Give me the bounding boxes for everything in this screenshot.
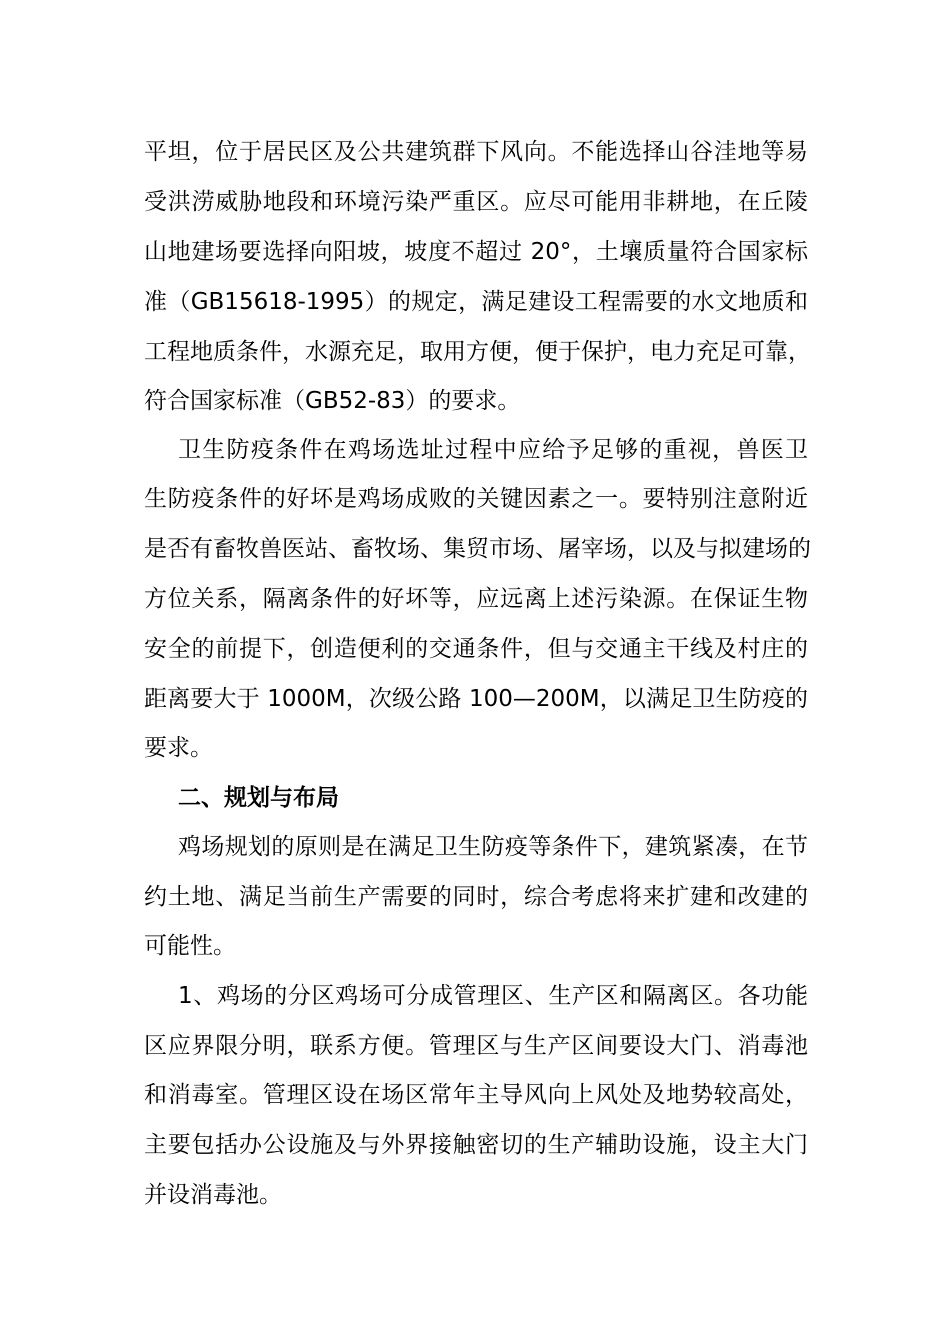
paragraph-1-line-4: 准（GB15618-1995）的规定，满足建设工程需要的水文地质和 <box>144 289 808 315</box>
paragraph-3-line-2: 约土地、满足当前生产需要的同时，综合考虑将来扩建和改建的 <box>144 884 808 910</box>
paragraph-4-line-2: 区应界限分明，联系方便。管理区与生产区间要设大门、消毒池 <box>144 1033 808 1059</box>
paragraph-2-line-6: 距离要大于 1000M，次级公路 100—200M，以满足卫生防疫的 <box>144 686 808 712</box>
paragraph-2-line-5: 安全的前提下，创造便利的交通条件，但与交通主干线及村庄的 <box>144 636 808 662</box>
paragraph-3-line-1: 鸡场规划的原则是在满足卫生防疫等条件下，建筑紧凑，在节 <box>178 834 808 860</box>
section-heading: 二、规划与布局 <box>178 785 339 811</box>
paragraph-4-line-4: 主要包括办公设施及与外界接触密切的生产辅助设施，设主大门 <box>144 1132 808 1158</box>
paragraph-2-line-1: 卫生防疫条件在鸡场选址过程中应给予足够的重视，兽医卫 <box>178 437 808 463</box>
paragraph-4-line-1: 1、鸡场的分区鸡场可分成管理区、生产区和隔离区。各功能 <box>178 983 808 1009</box>
paragraph-4-line-5: 并设消毒池。 <box>144 1182 282 1208</box>
paragraph-2-line-3: 是否有畜牧兽医站、畜牧场、集贸市场、屠宰场，以及与拟建场的 <box>144 536 811 562</box>
paragraph-1-line-5: 工程地质条件，水源充足，取用方便，便于保护，电力充足可靠， <box>144 339 811 365</box>
paragraph-2-line-2: 生防疫条件的好坏是鸡场成败的关键因素之一。要特别注意附近 <box>144 486 808 512</box>
paragraph-2-line-4: 方位关系，隔离条件的好坏等，应远离上述污染源。在保证生物 <box>144 586 808 612</box>
paragraph-1-line-3: 山地建场要选择向阳坡，坡度不超过 20°，土壤质量符合国家标 <box>144 239 808 265</box>
paragraph-1-line-1: 平坦，位于居民区及公共建筑群下风向。不能选择山谷洼地等易 <box>144 139 808 165</box>
paragraph-1-line-2: 受洪涝威胁地段和环境污染严重区。应尽可能用非耕地，在丘陵 <box>144 189 808 215</box>
paragraph-4-line-3: 和消毒室。管理区设在场区常年主导风向上风处及地势较高处， <box>144 1082 808 1108</box>
paragraph-1-line-6: 符合国家标准（GB52-83）的要求。 <box>144 388 521 414</box>
paragraph-2-line-7: 要求。 <box>144 735 213 761</box>
paragraph-3-line-3: 可能性。 <box>144 933 236 959</box>
